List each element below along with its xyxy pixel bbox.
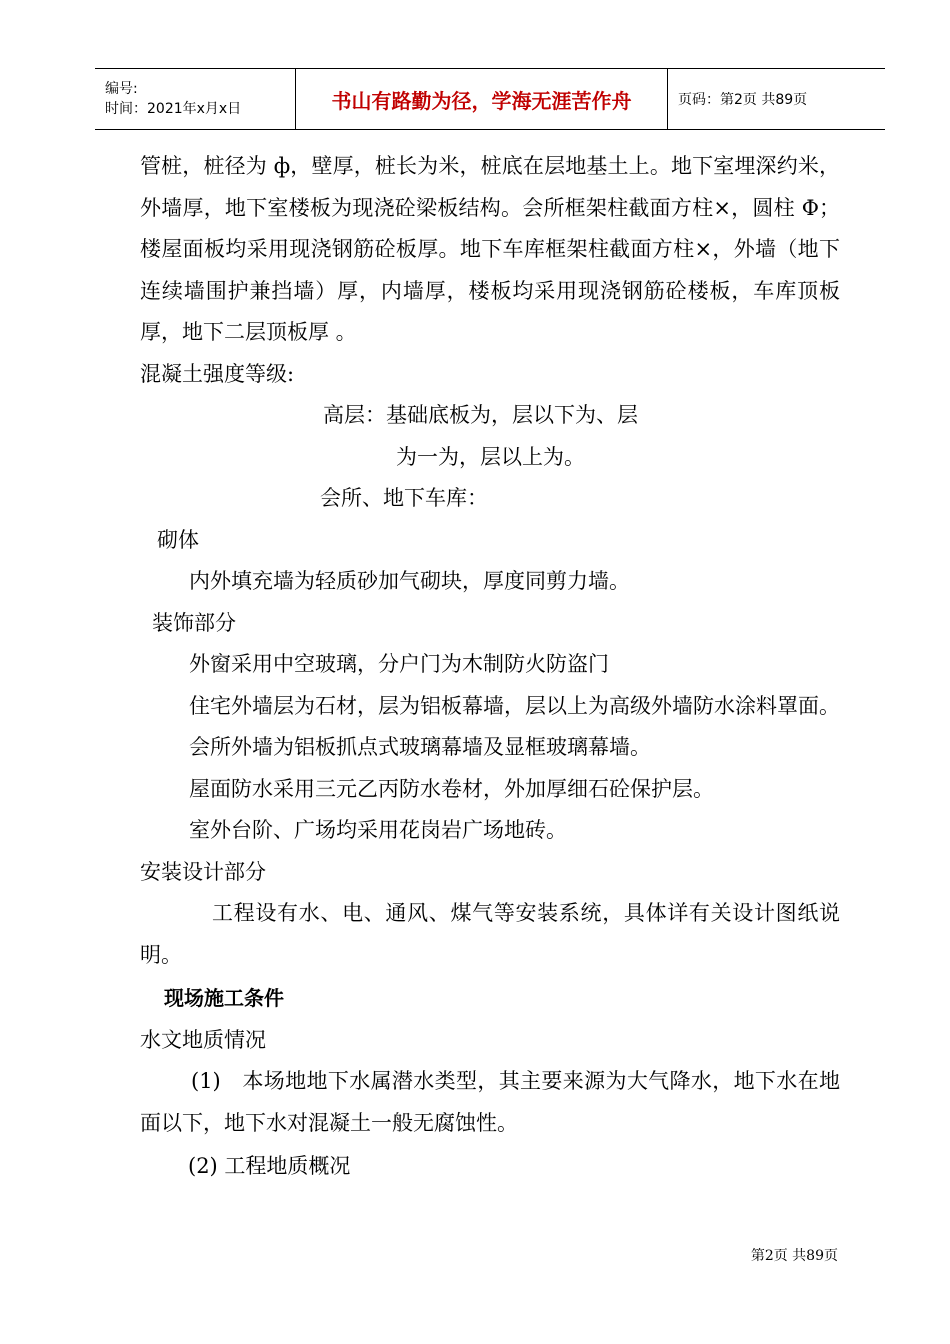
install-title: 安装设计部分 — [140, 859, 266, 884]
motto-text: 书山有路勤为径，学海无涯苦作舟 — [331, 88, 632, 113]
concrete-high-line1: 高层：基础底板为，层以下为、层 — [323, 403, 638, 427]
document-body — [140, 146, 840, 1188]
header-page-code — [668, 69, 885, 129]
hydro-item-1: (1) 本场地地下水属潜水类型，其主要来源为大气降水，地下水在地面以下，地下水对混凝土一般无腐蚀性。 — [140, 1069, 840, 1135]
site-conditions-heading: 现场施工条件 — [164, 986, 284, 1010]
page-footer — [751, 1245, 838, 1265]
page-header — [95, 68, 885, 130]
decoration-roof: 屋面防水采用三元乙丙防水卷材，外加厚细石砼保护层。 — [189, 776, 714, 801]
concrete-club-line: 会所、地下车库： — [320, 486, 488, 510]
masonry-text: 内外填充墙为轻质砂加气砌块，厚度同剪力墙。 — [189, 569, 630, 593]
masonry-title: 砌体 — [157, 527, 199, 552]
structure-paragraph: 管桩，桩径为 ф，壁厚，桩长为米，桩底在层地基土上。地下室埋深约米，外墙厚，地下室楼板为现浇砼梁板结构。会所框架柱截面方柱×，圆柱 Φ；楼屋面板均采用现浇钢筋砼板厚。地下车库框架柱截面方柱×，外墙（地下连续墙围护兼挡墙）厚，内墙厚，楼板均采用现浇钢筋砼楼板，车库顶板厚，地下二层顶板厚 。 — [140, 154, 840, 344]
install-text: 工程设有水、电、通风、煤气等安装系统，具体详有关设计图纸说明。 — [140, 901, 840, 967]
decoration-windows: 外窗采用中空玻璃，分户门为木制防火防盗门 — [189, 652, 609, 676]
time-label: 时间：2021年x月x日 — [105, 101, 242, 117]
header-meta — [95, 69, 296, 129]
geology-heading: (2) 工程地质概况 — [188, 1154, 351, 1178]
footer-page-number: 第2页 共89页 — [750, 1248, 838, 1264]
header-motto — [296, 69, 668, 129]
concrete-high-line2: 为一为，层以上为。 — [396, 444, 585, 469]
decoration-facade: 住宅外墙层为石材，层为铝板幕墙，层以上为高级外墙防水涂料罩面。 — [189, 693, 840, 718]
decoration-outdoor: 室外台阶、广场均采用花岗岩广场地砖。 — [189, 818, 567, 842]
page-code-text: 页码：第2页 共89页 — [678, 92, 808, 108]
concrete-title: 混凝土强度等级: — [140, 361, 295, 386]
decoration-title: 装饰部分 — [152, 610, 236, 635]
number-label: 编号: — [105, 81, 138, 97]
decoration-club-wall: 会所外墙为铝板抓点式玻璃幕墙及显框玻璃幕墙。 — [189, 735, 651, 759]
hydro-title: 水文地质情况 — [140, 1027, 266, 1052]
